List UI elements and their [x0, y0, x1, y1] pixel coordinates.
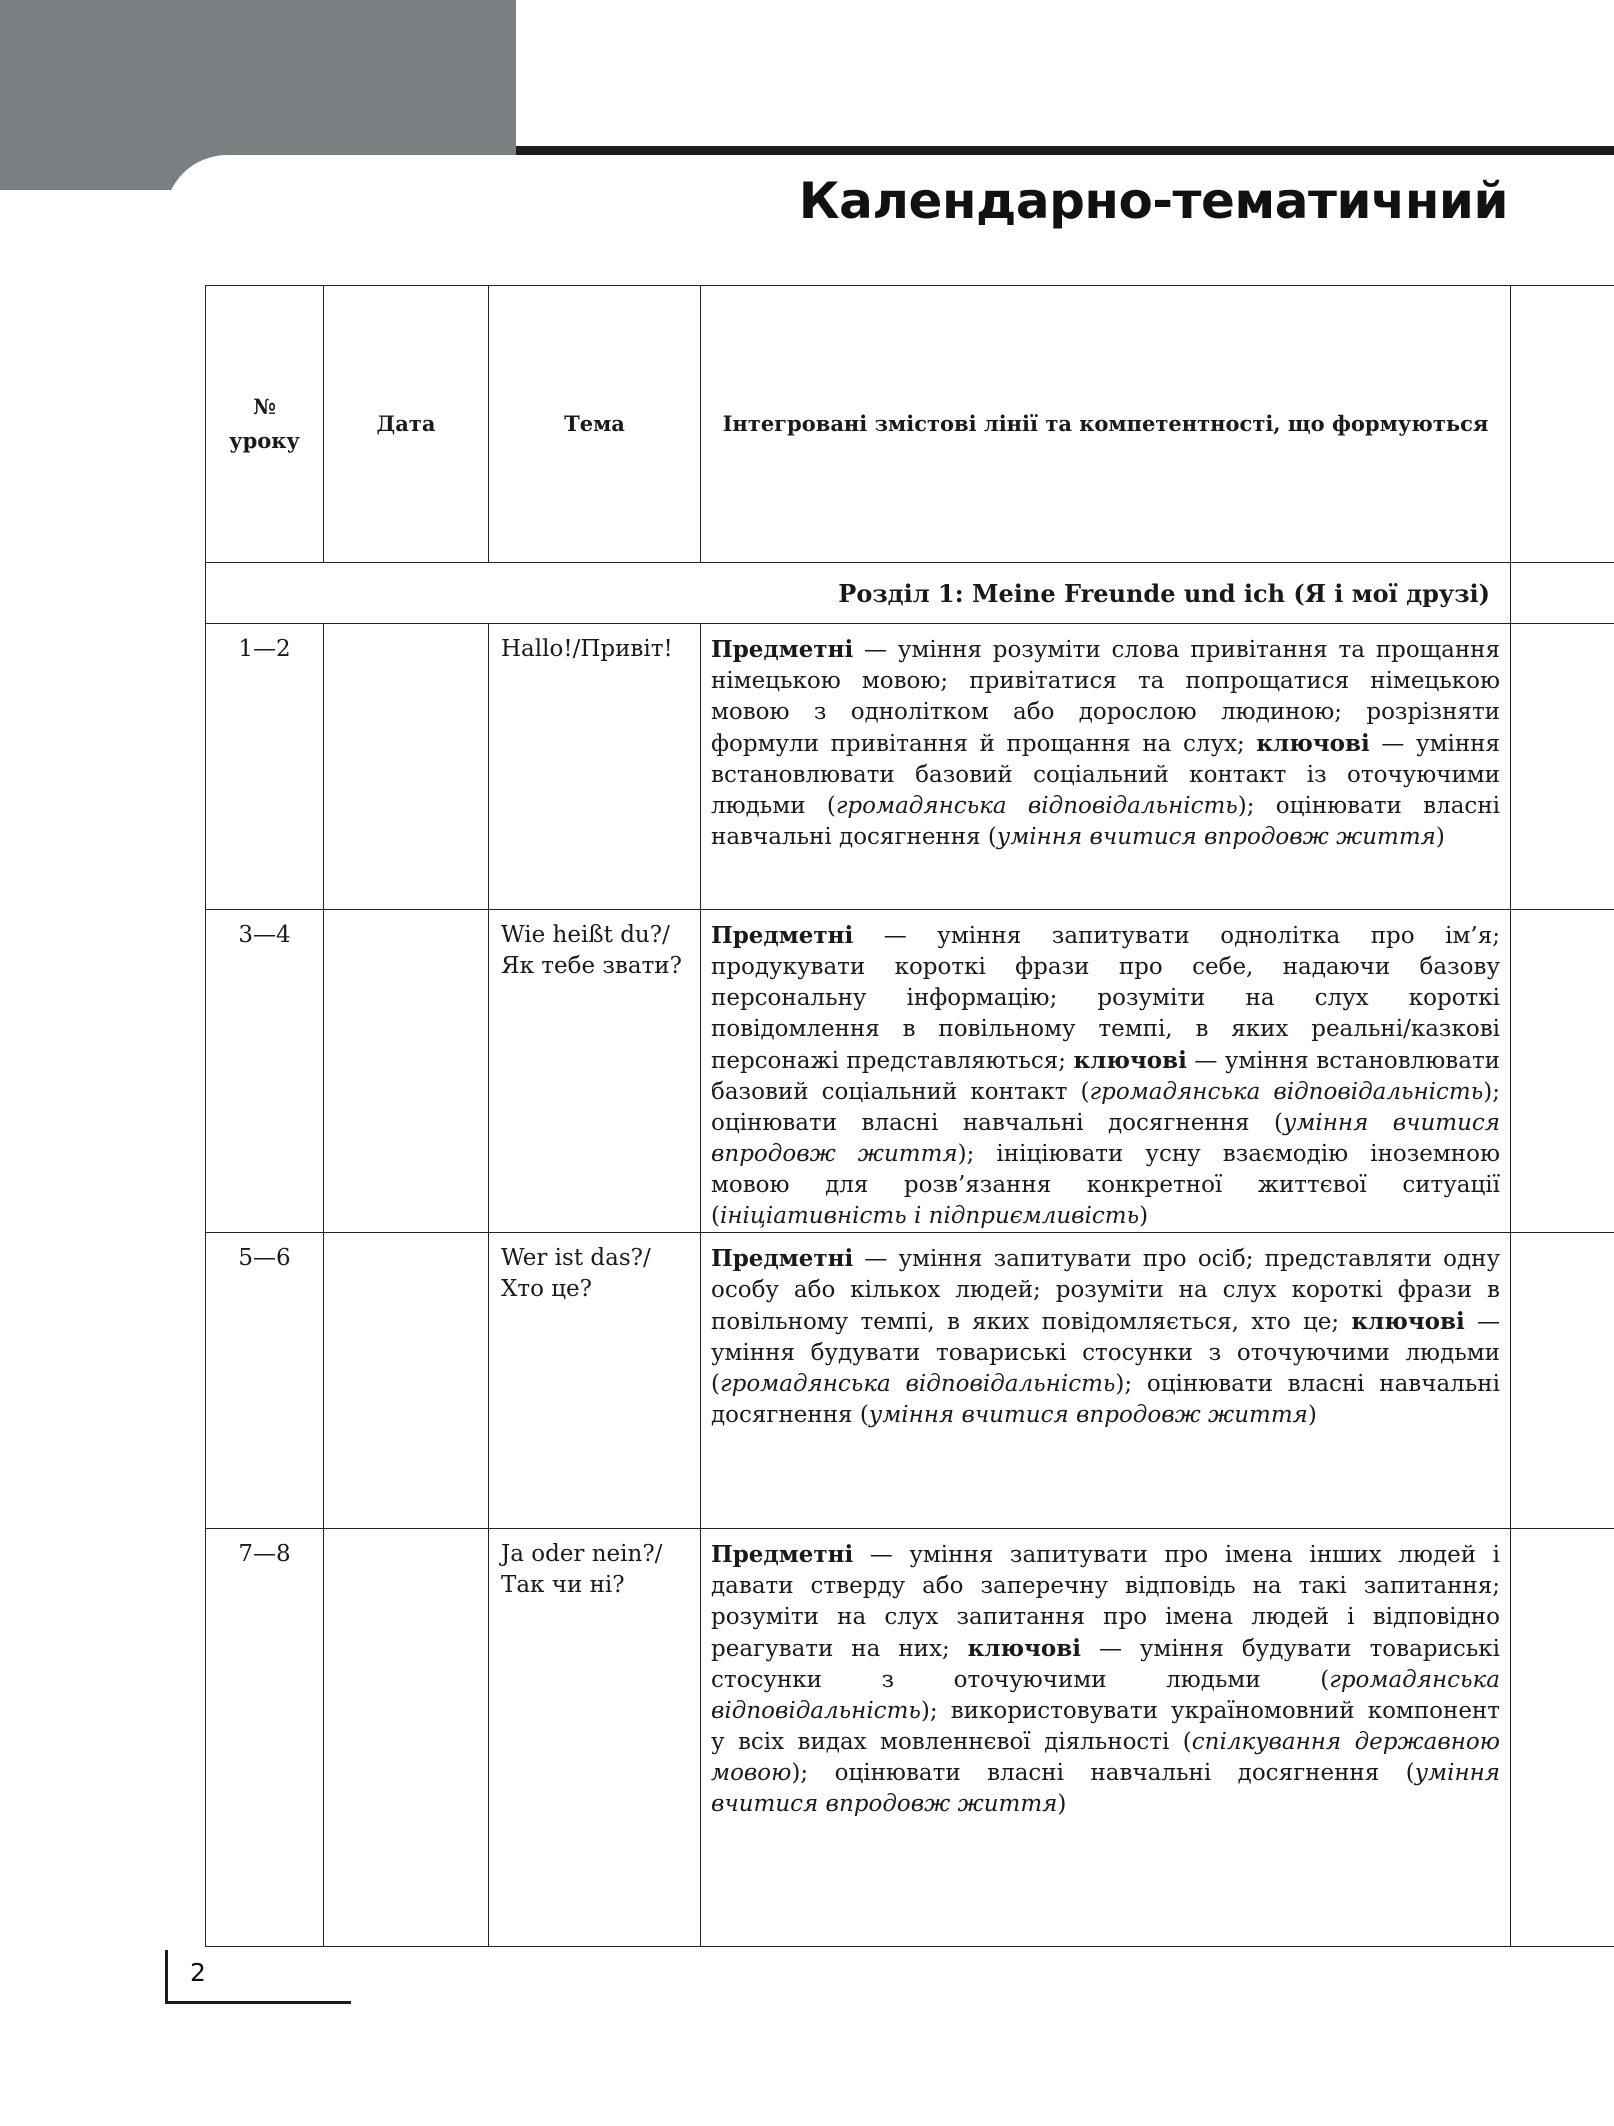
lesson-topic: Wer ist das?/ Хто це? — [489, 1233, 701, 1529]
competence-type-label: ключові — [1256, 730, 1370, 757]
footer-horizontal-rule — [165, 2001, 351, 2004]
lesson-date — [324, 1529, 489, 1947]
column-header-topic: Тема — [489, 286, 701, 563]
key-competence-name: ініціативність і підприємливість — [719, 1203, 1140, 1229]
page-title: Календарно-тематичний — [798, 172, 1508, 230]
key-competence-name: уміння вчитися впродовж життя — [996, 824, 1436, 850]
competence-type-label: Предметні — [711, 922, 854, 949]
lesson-date — [324, 910, 489, 1233]
lesson-competences: Предметні — уміння запитувати про осіб; представляти одну особу або кількох людей; розуміти на слух короткі фрази в повільному темпі, в яких повідомляється, хто це; ключові — уміння будувати товариські стосунки з оточуючими людьми (громадянська відповідальність); оцінювати власні навчальні досягнення (уміння вчитися впродовж життя) — [701, 1233, 1511, 1529]
competence-type-label: ключові — [967, 1635, 1081, 1662]
table-row — [206, 624, 1614, 910]
key-competence-name: уміння вчитися впродовж життя — [868, 1402, 1308, 1428]
column-header-continued — [1511, 286, 1614, 563]
lesson-date — [324, 1233, 489, 1529]
table-row — [206, 1529, 1614, 1947]
key-competence-name: спілкування державною мовою — [711, 1729, 1500, 1786]
lesson-number: 5—6 — [206, 1233, 324, 1529]
header-rule — [516, 146, 1614, 155]
lesson-competences: Предметні — уміння запитувати про імена інших людей і давати стверду або заперечну відповідь на такі запитання; розуміти на слух запитання про імена людей і відповідно реагувати на них; ключові — уміння будувати товариські стосунки з оточуючими людьми (громадянська відповідальність); використовувати україномовний компонент у всіх видах мовленнєвої діяльності (спілкування державною мовою); оцінювати власні навчальні досягнення (уміння вчитися впродовж життя) — [701, 1529, 1511, 1947]
footer-vertical-rule — [165, 1950, 168, 2004]
lesson-competences: Предметні — уміння запитувати однолітка про ім’я; продукувати короткі фрази про себе, надаючи базову персональну інформацію; розуміти на слух короткі повідомлення в повільному темпі, в яких реальні/казкові персонажі представляються; ключові — уміння встановлювати базовий соціальний контакт (громадянська відповідальність); оцінювати власні навчальні досягнення (уміння вчитися впродовж життя); ініціювати усну взаємодію іноземною мовою для розв’язання конкретної життєвої ситуації (ініціативність і підприємливість) — [701, 910, 1511, 1233]
lesson-competences: Предметні — уміння розуміти слова привітання та прощання німецькою мовою; привітатися та попрощатися німецькою мовою з однолітком або дорослою людиною; розрізняти формули привітання й прощання на слух; ключові — уміння встановлювати базовий соціальний контакт із оточуючими людьми (громадянська відповідальність); оцінювати власні навчальні досягнення (уміння вчитися впродовж життя) — [701, 624, 1511, 910]
competence-type-label: ключові — [1351, 1308, 1465, 1335]
table-header-row — [206, 286, 1614, 563]
row-continued-cell — [1511, 910, 1614, 1233]
section-row — [206, 563, 1614, 624]
column-header-lesson-number: № уроку — [206, 286, 324, 563]
lesson-topic: Wie heißt du?/ Як тебе звати? — [489, 910, 701, 1233]
key-competence-name: громадянська відповідальність — [711, 1667, 1500, 1724]
table-row — [206, 910, 1614, 1233]
row-continued-cell — [1511, 1529, 1614, 1947]
column-header-competences: Інтегровані змістові лінії та компетентності, що формуються — [701, 286, 1511, 563]
competence-type-label: Предметні — [711, 636, 854, 663]
column-header-date: Дата — [324, 286, 489, 563]
key-competence-name: громадянська відповідальність — [719, 1371, 1116, 1397]
page-number: 2 — [190, 1958, 206, 1987]
row-continued-cell — [1511, 1233, 1614, 1529]
section-title: Розділ 1: Meine Freunde und ich (Я і мої друзі) — [206, 563, 1511, 624]
row-continued-cell — [1511, 624, 1614, 910]
lesson-plan-table — [205, 285, 1614, 1947]
competence-type-label: Предметні — [711, 1541, 854, 1568]
lesson-number: 1—2 — [206, 624, 324, 910]
competence-type-label: Предметні — [711, 1245, 854, 1272]
key-competence-name: уміння вчитися впродовж життя — [711, 1110, 1500, 1167]
key-competence-name: громадянська відповідальність — [1089, 1079, 1484, 1105]
section-row-continued — [1511, 563, 1614, 624]
key-competence-name: громадянська відповідальність — [835, 793, 1238, 819]
lesson-topic: Hallo!/Привіт! — [489, 624, 701, 910]
table-row — [206, 1233, 1614, 1529]
lesson-topic: Ja oder nein?/ Так чи ні? — [489, 1529, 701, 1947]
key-competence-name: уміння вчитися впродовж життя — [711, 1760, 1500, 1817]
lesson-date — [324, 624, 489, 910]
lesson-number: 7—8 — [206, 1529, 324, 1947]
competence-type-label: ключові — [1073, 1047, 1187, 1074]
lesson-number: 3—4 — [206, 910, 324, 1233]
